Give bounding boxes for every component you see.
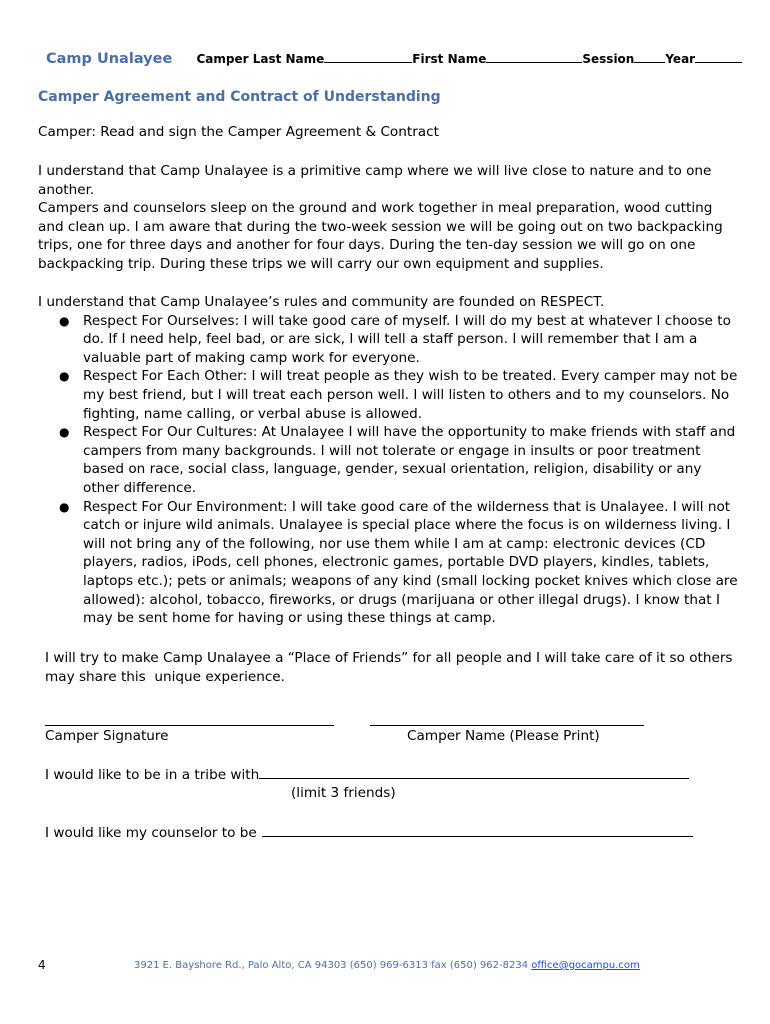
year-label: Year (665, 52, 696, 66)
tribe-field[interactable] (259, 764, 689, 779)
backpacking-text: Campers and counselors sleep on the ground and work together in meal preparation, wood cutting and clean up. I am aware that during the two-week session we will be going out on two backpacking trips, one for three days and another for four days. During the ten-day session we will go on one backpacking trip. During these trips we will carry our own equipment and supplies. (38, 200, 723, 272)
header-row (46, 48, 742, 67)
respect-section (38, 293, 738, 628)
rule-ourselves: Respect For Ourselves: I will take good care of myself. I will do my best at whatever I choose to do. If I need help, feel bad, or are sick, I will tell a staff person. I will remember that I am a valuable part of making camp work for everyone. (83, 312, 731, 366)
list-item (38, 423, 738, 497)
footer-address: 3921 E. Bayshore Rd., Palo Alto, CA 94303 (650) 969-6313 fax (650) 962-8234 (134, 960, 529, 971)
camp-description (38, 162, 738, 274)
print-name-line[interactable] (370, 725, 644, 726)
footer-contact (134, 960, 640, 971)
session-field[interactable] (634, 51, 665, 63)
first-name-field[interactable] (486, 51, 582, 63)
signature-label: Camper Signature (45, 728, 169, 744)
counselor-row (45, 822, 693, 841)
print-name-label: Camper Name (Please Print) (407, 728, 600, 744)
list-item (38, 367, 738, 423)
primitive-camp-text: I understand that Camp Unalayee is a primitive camp where we will live close to nature and to one another. (38, 163, 712, 198)
last-name-field[interactable] (324, 51, 412, 63)
first-name-label: First Name (412, 52, 487, 66)
bullet-icon: ● (59, 313, 70, 328)
list-item (38, 312, 738, 368)
intro-text: Camper: Read and sign the Camper Agreement & Contract (38, 124, 439, 140)
camp-name: Camp Unalayee (46, 51, 173, 67)
rule-each-other: Respect For Each Other: I will treat people as they wish to be treated. Every camper may not be my best friend, but I will treat each person well. I will listen to others and to my counselors. No fighting, name calling, or verbal abuse is allowed. (83, 368, 738, 422)
email-link[interactable]: office@gocampu.com (531, 960, 640, 971)
bullet-icon: ● (59, 369, 70, 384)
counselor-field[interactable] (262, 822, 693, 837)
year-field[interactable] (695, 51, 742, 63)
respect-intro: I understand that Camp Unalayee’s rules and community are founded on RESPECT. (38, 294, 605, 310)
document-title: Camper Agreement and Contract of Understanding (38, 89, 441, 105)
tribe-label: I would like to be in a tribe with (45, 767, 260, 783)
rule-environment: Respect For Our Environment: I will take good care of the wilderness that is Unalayee. I will not catch or injure wild animals. Unalayee is special place where the focus is on wilderness living. I will not bring any of the following, nor use them while I am at camp: electronic devices (CD players, radios, iPods, cell phones, electronic games, portable DVD players, kindles, tablets, laptops etc.); pets or animals; weapons of any kind (small locking pocket knives which close are allowed): alcohol, tobacco, fireworks, or drugs (marijuana or other illegal drugs). I know that I may be sent home for having or using these things at camp. (83, 498, 738, 627)
rule-cultures: Respect For Our Cultures: At Unalayee I will have the opportunity to make friends with staff and campers from many backgrounds. I will not tolerate or engage in insults or poor treatment based on race, social class, language, gender, sexual orientation, religion, disability or any other difference. (83, 424, 736, 496)
session-label: Session (582, 52, 635, 66)
list-item (38, 498, 738, 628)
bullet-icon: ● (59, 425, 70, 440)
tribe-limit-note: (limit 3 friends) (291, 785, 396, 801)
bullet-icon: ● (59, 499, 70, 514)
respect-rules-list (38, 312, 738, 628)
last-name-label: Camper Last Name (196, 52, 325, 66)
signature-line[interactable] (45, 725, 334, 726)
counselor-label: I would like my counselor to be (45, 825, 257, 841)
place-of-friends-text: I will try to make Camp Unalayee a “Place of Friends” for all people and I will take care of it so others may share this unique experience. (45, 650, 737, 685)
tribe-row (45, 764, 689, 783)
page-number: 4 (38, 958, 46, 972)
